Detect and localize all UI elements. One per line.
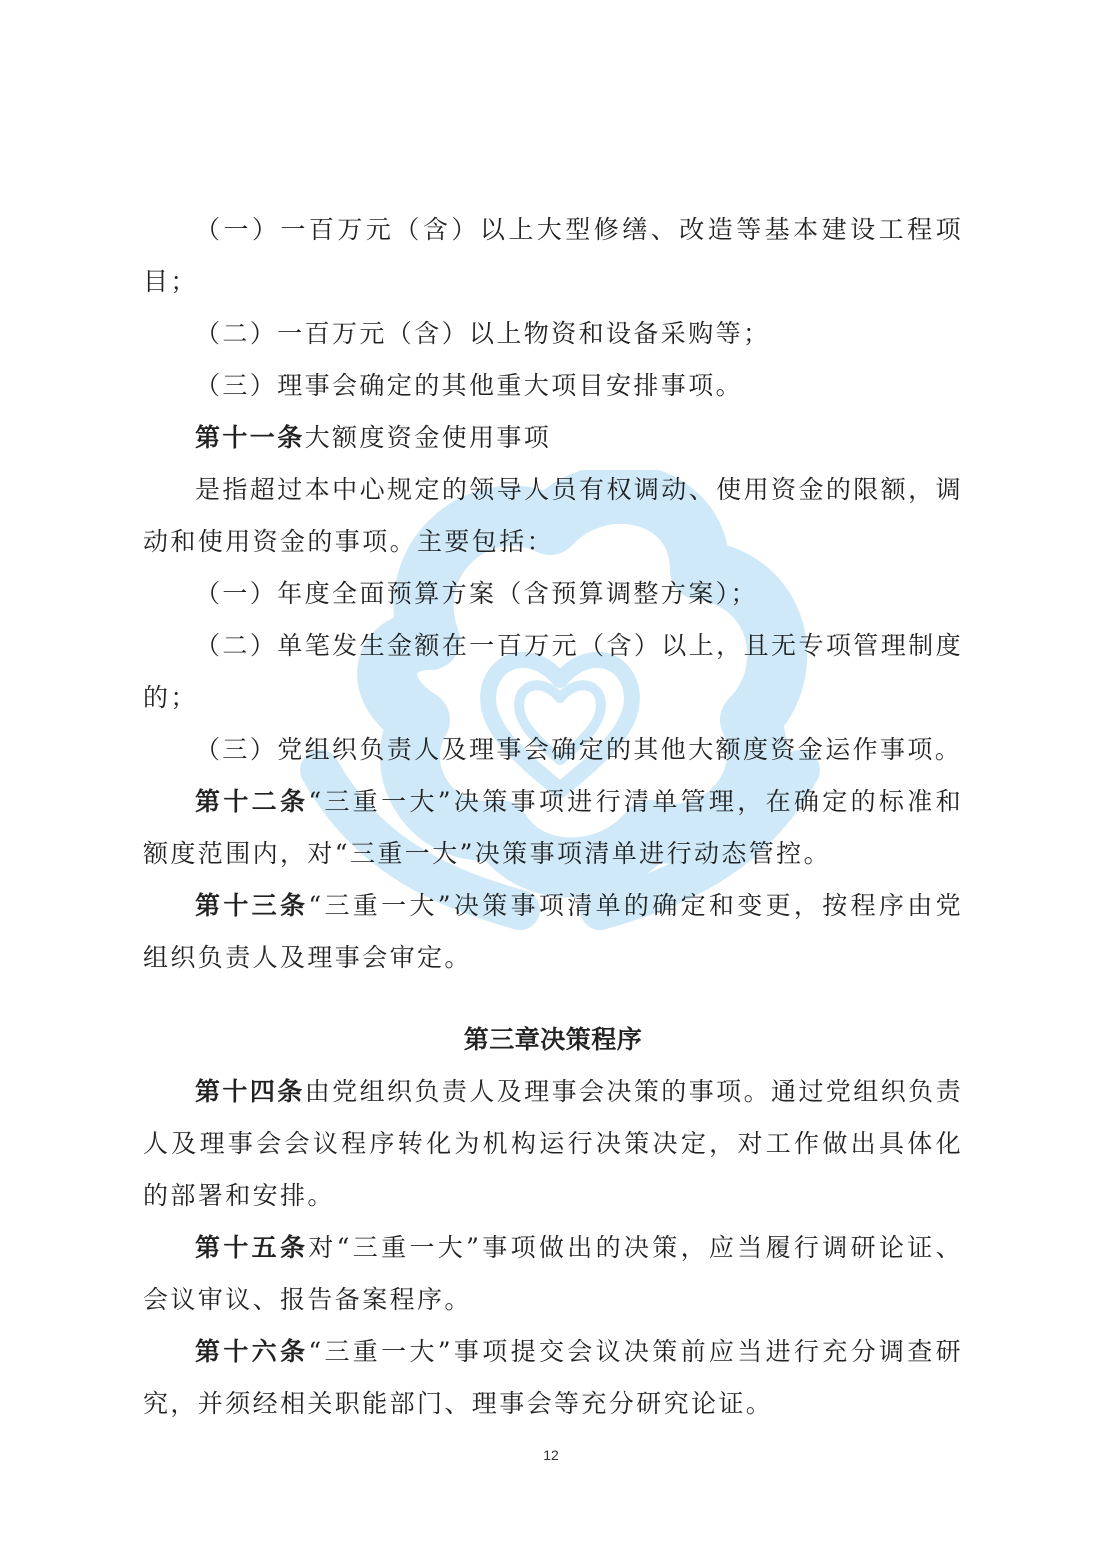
list-item: （三）党组织负责人及理事会确定的其他大额度资金运作事项。 [195, 735, 963, 764]
article-number: 第十四条 [195, 1077, 305, 1106]
body-paragraph: 是指超过本中心规定的领导人员有权调动、使用资金的限额，调动和使用资金的事项。主要包括： [143, 475, 963, 556]
list-item: （一）年度全面预算方案（含预算调整方案）； [195, 579, 758, 608]
article-paragraph [143, 1222, 963, 1326]
article-number: 第十六条 [195, 1337, 309, 1366]
document-body [143, 204, 963, 1430]
article-number: 第十一条 [195, 423, 305, 452]
list-item: （三）理事会确定的其他重大项目安排事项。 [195, 371, 744, 400]
article-number: 第十二条 [195, 787, 309, 816]
article-paragraph [143, 880, 963, 984]
article-number: 第十三条 [195, 891, 309, 920]
article-text: 大额度资金使用事项 [304, 423, 552, 452]
list-item: （一）一百万元（含）以上大型修缮、改造等基本建设工程项目； [143, 215, 963, 296]
page-number: 12 [543, 1447, 559, 1463]
article-paragraph [143, 1066, 963, 1222]
list-item: （二）一百万元（含）以上物资和设备采购等； [195, 319, 771, 348]
article-number: 第十五条 [195, 1233, 309, 1262]
article-text: “三重一大”决策事项进行清单管理，在确定的标准和额度范围内，对“三重一大”决策事项清单进行动态管控。 [143, 787, 963, 868]
article-paragraph [143, 1326, 963, 1430]
list-item: （二）单笔发生金额在一百万元（含）以上，且无专项管理制度的； [143, 631, 963, 712]
article-text: 对“三重一大”事项做出的决策，应当履行调研论证、会议审议、报告备案程序。 [143, 1233, 963, 1314]
article-text: 由党组织负责人及理事会决策的事项。通过党组织负责人及理事会会议程序转化为机构运行决策决定，对工作做出具体化的部署和安排。 [143, 1077, 963, 1210]
chapter-title: 第三章决策程序 [463, 1025, 643, 1054]
article-paragraph [143, 412, 963, 464]
article-text: “三重一大”事项提交会议决策前应当进行充分调查研究，并须经相关职能部门、理事会等充分研究论证。 [143, 1337, 963, 1418]
article-text: “三重一大”决策事项清单的确定和变更，按程序由党组织负责人及理事会审定。 [143, 891, 963, 972]
article-paragraph [143, 776, 963, 880]
